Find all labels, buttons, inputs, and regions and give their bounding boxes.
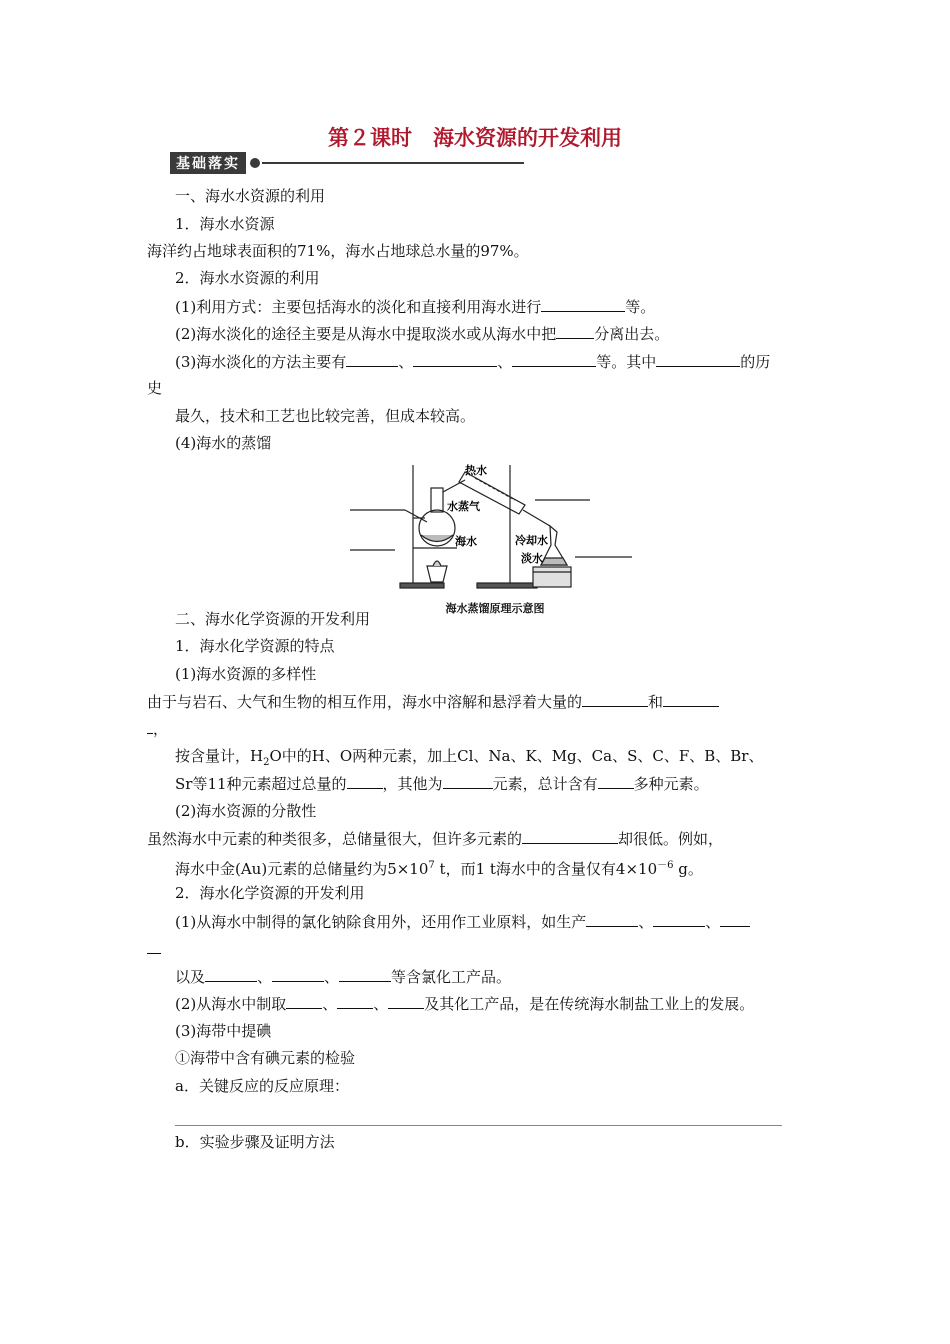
fill-blank[interactable]	[443, 773, 493, 789]
fill-blank[interactable]	[720, 911, 750, 927]
text-line: ，	[147, 718, 168, 739]
fill-blank[interactable]	[346, 351, 398, 367]
text-line: 按含量计，$H_2O$中的H、O两种元素，加上Cl、Na、K、Mg、Ca、S、C、F、B、Br、	[175, 747, 764, 768]
label-cooling-water: 冷却水	[515, 534, 548, 547]
fill-blank[interactable]	[582, 691, 648, 707]
text-line: (2)从海水中制取 、 、 及其化工产品，是在传统海水制盐工业上的发展。	[175, 995, 755, 1013]
text-line: (3)海带中提碘	[175, 1022, 272, 1040]
subheading-2: 2．海水水资源的利用	[175, 269, 320, 287]
text-line	[147, 938, 161, 959]
text-line: 虽然海水中元素的种类很多，总储量很大，但许多元素的 却很低。例如，	[147, 830, 724, 848]
label-hot-water: 热水	[465, 464, 487, 477]
fill-blank[interactable]	[598, 773, 634, 789]
subheading-1: 1．海水水资源	[175, 215, 275, 233]
page-title: 第２课时 海水资源的开发利用	[328, 126, 622, 150]
fill-blank[interactable]	[339, 966, 391, 982]
fill-blank[interactable]	[205, 966, 257, 982]
text-line: 最久，技术和工艺也比较完善，但成本较高。	[175, 407, 476, 425]
figure-caption: 海水蒸馏原理示意图	[445, 602, 545, 615]
label-vapor: 水蒸气	[447, 500, 480, 513]
text-line: (1)从海水中制得的氯化钠除食用外，还用作工业原料，如生产 、 、	[175, 911, 750, 932]
fill-blank[interactable]	[653, 911, 705, 927]
fill-blank[interactable]	[147, 938, 161, 954]
fill-blank[interactable]	[586, 911, 638, 927]
fill-blank[interactable]	[347, 773, 383, 789]
text-line: (3)海水淡化的方法主要有 、 、 等。其中 的历	[175, 353, 771, 371]
fill-blank[interactable]	[663, 691, 719, 707]
answer-line[interactable]	[175, 1125, 782, 1126]
label-seawater: 海水	[455, 535, 477, 548]
fill-blank[interactable]	[656, 351, 740, 367]
fill-blank[interactable]	[388, 993, 424, 1009]
text-line: Sr等11种元素超过总量的 ，其他为 元素，总计含有 多种元素。	[175, 775, 709, 793]
fill-blank[interactable]	[413, 351, 497, 367]
text-line: (1)利用方式：主要包括海水的淡化和直接利用海水进行 等。	[175, 298, 656, 316]
text-line: (2)海水淡化的途径主要是从海水中提取淡水或从海水中把 分离出去。	[175, 325, 670, 343]
text-line: 史	[147, 379, 163, 397]
subheading-4: 2．海水化学资源的开发利用	[175, 884, 365, 902]
text-line: (2)海水资源的分散性	[175, 802, 317, 820]
label-fresh-water: 淡水	[521, 552, 543, 565]
badge-label: 基础落实	[170, 152, 246, 174]
fill-blank[interactable]	[337, 993, 373, 1009]
fill-blank[interactable]	[541, 296, 625, 312]
text-line: (1)海水资源的多样性	[175, 665, 317, 683]
text-line: b．实验步骤及证明方法	[175, 1133, 335, 1151]
fill-blank[interactable]	[522, 828, 618, 844]
fill-blank[interactable]	[556, 323, 594, 339]
fill-blank[interactable]	[272, 966, 324, 982]
section-badge	[170, 152, 524, 174]
fill-blank[interactable]	[286, 993, 322, 1009]
text-line: 以及 、 、 等含氯化工产品。	[175, 968, 512, 986]
distillation-apparatus-drawing	[345, 460, 645, 600]
heading-2: 二、海水化学资源的开发利用	[175, 610, 371, 628]
text-line: 由于与岩石、大气和生物的相互作用，海水中溶解和悬浮着大量的 和	[147, 691, 719, 712]
subheading-3: 1．海水化学资源的特点	[175, 637, 335, 655]
badge-rule	[262, 162, 524, 164]
badge-dot	[250, 158, 260, 168]
heading-1: 一、海水水资源的利用	[175, 187, 326, 205]
text-line: 海洋约占地球表面积的71%，海水占地球总水量的97%。	[147, 242, 529, 260]
text-line: ①海带中含有碘元素的检验	[175, 1049, 356, 1067]
text-line: a．关键反应的反应原理：	[175, 1077, 349, 1095]
text-line: (4)海水的蒸馏	[175, 434, 272, 452]
distillation-diagram	[345, 460, 645, 615]
text-line: 海水中金(Au)元素的总储量约为$5\times 10^7$ t，而1 t海水中的含量仅有$4\times 10^{-6}$ g。	[175, 860, 703, 878]
fill-blank[interactable]	[512, 351, 596, 367]
